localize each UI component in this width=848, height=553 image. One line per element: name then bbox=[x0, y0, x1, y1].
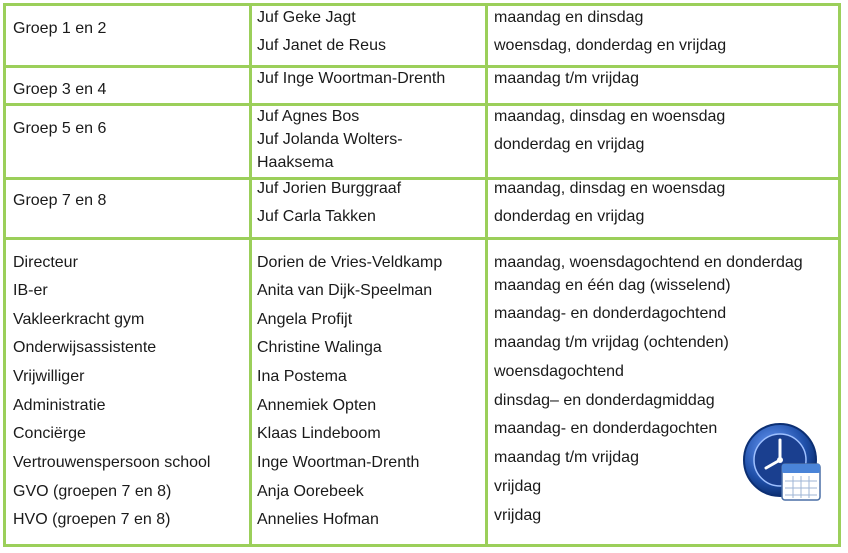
staff-role: HVO (groepen 7 en 8) bbox=[13, 511, 171, 528]
staff-role: Vrijwilliger bbox=[13, 368, 85, 385]
staff-days: maandag en één dag (wisselend) bbox=[494, 277, 731, 294]
group-name: Groep 3 en 4 bbox=[13, 81, 107, 98]
work-days: woensdag, donderdag en vrijdag bbox=[494, 37, 727, 54]
teacher-name: Haaksema bbox=[257, 154, 334, 171]
work-days: maandag, dinsdag en woensdag bbox=[494, 180, 726, 197]
clock-calendar-icon bbox=[742, 422, 824, 504]
group-name: Groep 1 en 2 bbox=[13, 20, 107, 37]
teacher-name: Juf Jorien Burggraaf bbox=[257, 180, 402, 197]
staff-role: IB-er bbox=[13, 282, 48, 299]
staff-name: Dorien de Vries-Veldkamp bbox=[257, 254, 443, 271]
staff-name: Annemiek Opten bbox=[257, 397, 377, 414]
teacher-name: Juf Agnes Bos bbox=[257, 108, 360, 125]
teacher-name: Juf Jolanda Wolters- bbox=[257, 131, 403, 148]
staff-name: Anja Oorebeek bbox=[257, 483, 364, 500]
group-name: Groep 5 en 6 bbox=[13, 120, 107, 137]
staff-days: maandag t/m vrijdag (ochtenden) bbox=[494, 334, 729, 351]
staff-role: Vakleerkracht gym bbox=[13, 311, 145, 328]
staff-days: woensdagochtend bbox=[494, 363, 624, 380]
staff-name: Klaas Lindeboom bbox=[257, 425, 381, 442]
staff-days: dinsdag– en donderdagmiddag bbox=[494, 392, 715, 409]
staff-name: Annelies Hofman bbox=[257, 511, 379, 528]
teacher-name: Juf Geke Jagt bbox=[257, 9, 356, 26]
staff-role: Conciërge bbox=[13, 425, 86, 442]
column-divider bbox=[485, 6, 488, 544]
staff-role: Administratie bbox=[13, 397, 106, 414]
staff-days: maandag t/m vrijdag bbox=[494, 449, 639, 466]
row-divider bbox=[6, 237, 838, 240]
staff-name: Inge Woortman-Drenth bbox=[257, 454, 420, 471]
staff-days: maandag- en donderdagochtend bbox=[494, 305, 727, 322]
staff-name: Angela Profijt bbox=[257, 311, 353, 328]
staff-name: Ina Postema bbox=[257, 368, 347, 385]
teacher-name: Juf Inge Woortman-Drenth bbox=[257, 70, 446, 87]
staff-name: Christine Walinga bbox=[257, 339, 382, 356]
teacher-name: Juf Carla Takken bbox=[257, 208, 376, 225]
work-days: maandag t/m vrijdag bbox=[494, 70, 639, 87]
staff-days: vrijdag bbox=[494, 507, 542, 524]
row-divider bbox=[6, 103, 838, 106]
group-name: Groep 7 en 8 bbox=[13, 192, 107, 209]
teacher-name: Juf Janet de Reus bbox=[257, 37, 386, 54]
work-days: donderdag en vrijdag bbox=[494, 208, 645, 225]
work-days: maandag en dinsdag bbox=[494, 9, 644, 26]
staff-role: Directeur bbox=[13, 254, 78, 271]
work-days: donderdag en vrijdag bbox=[494, 136, 645, 153]
staff-name: Anita van Dijk-Speelman bbox=[257, 282, 433, 299]
staff-role: GVO (groepen 7 en 8) bbox=[13, 483, 172, 500]
staff-days: vrijdag bbox=[494, 478, 542, 495]
row-divider bbox=[6, 65, 838, 68]
staff-days: maandag, woensdagochtend en donderdag bbox=[494, 254, 803, 271]
column-divider bbox=[249, 6, 252, 544]
staff-role: Vertrouwenspersoon school bbox=[13, 454, 211, 471]
staff-role: Onderwijsassistente bbox=[13, 339, 157, 356]
work-days: maandag, dinsdag en woensdag bbox=[494, 108, 726, 125]
staff-days: maandag- en donderdagochten bbox=[494, 420, 718, 437]
